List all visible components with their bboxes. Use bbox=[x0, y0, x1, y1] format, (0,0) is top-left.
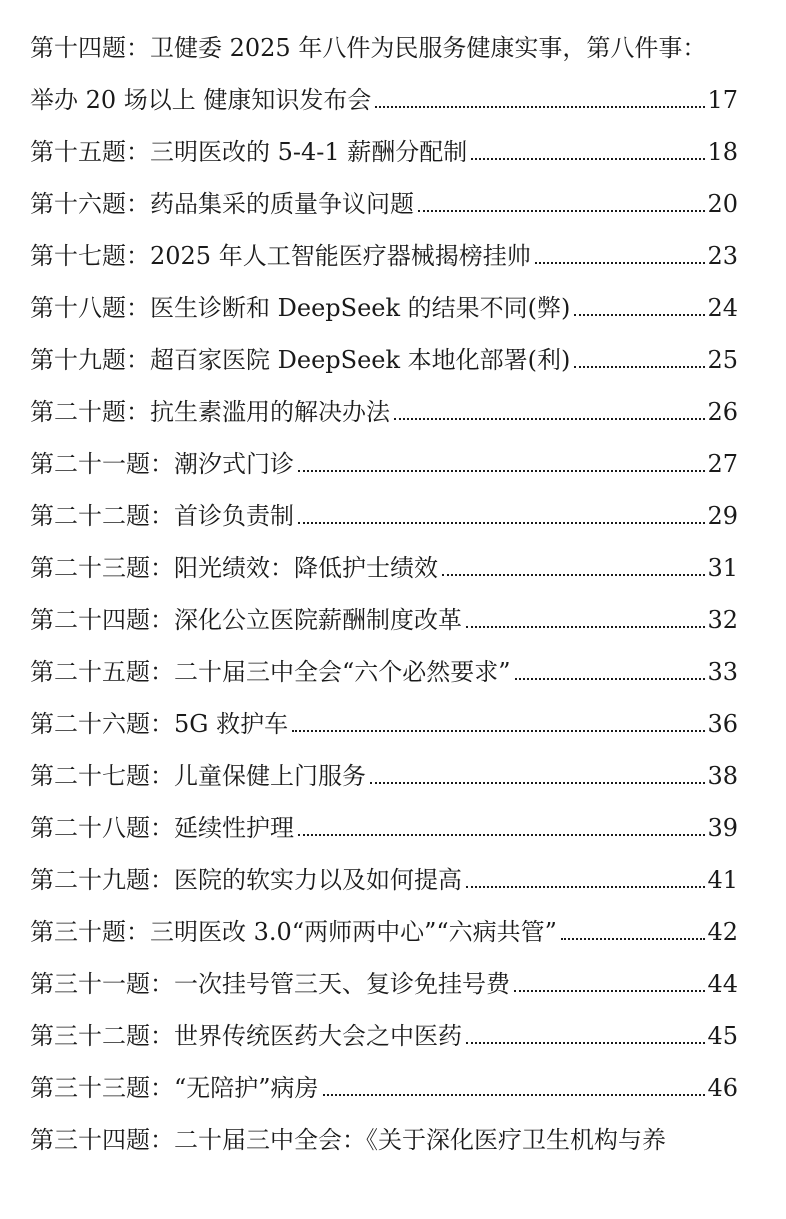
dot-leader bbox=[418, 210, 705, 212]
toc-entry-title: 第十四题：卫健委 2025 年八件为民服务健康实事，第八件事： bbox=[30, 34, 707, 62]
toc-entry-31[interactable] bbox=[30, 963, 738, 999]
dot-leader bbox=[466, 1042, 705, 1044]
toc-page-number: 44 bbox=[707, 970, 738, 998]
toc-page-number: 23 bbox=[707, 242, 738, 270]
toc-page-number: 46 bbox=[707, 1074, 738, 1102]
toc-entry-22[interactable] bbox=[30, 495, 738, 531]
toc-entry-32[interactable] bbox=[30, 1015, 738, 1051]
toc-page-number: 26 bbox=[707, 398, 738, 426]
toc-page-number: 27 bbox=[707, 450, 738, 478]
toc-entry-14-line1 bbox=[30, 27, 738, 63]
toc-page-number: 39 bbox=[707, 814, 738, 842]
toc-page-number: 41 bbox=[707, 866, 738, 894]
toc-entry-34-line1 bbox=[30, 1119, 738, 1155]
toc-entry-title: 第十八题：医生诊断和 DeepSeek 的结果不同(弊) bbox=[30, 294, 571, 322]
toc-entry-26[interactable] bbox=[30, 703, 738, 739]
toc-page-number: 18 bbox=[707, 138, 738, 166]
dot-leader bbox=[574, 366, 705, 368]
dot-leader bbox=[466, 626, 705, 628]
toc-page-number: 31 bbox=[707, 554, 738, 582]
toc-entry-title: 第二十二题：首诊负责制 bbox=[30, 502, 294, 530]
dot-leader bbox=[514, 990, 705, 992]
toc-page-number: 25 bbox=[707, 346, 738, 374]
toc-page-number: 45 bbox=[707, 1022, 738, 1050]
toc-entry-title: 第二十五题：二十届三中全会“六个必然要求” bbox=[30, 658, 511, 686]
dot-leader bbox=[298, 522, 705, 524]
dot-leader bbox=[574, 314, 705, 316]
toc-page-number: 42 bbox=[707, 918, 738, 946]
toc-entry-title: 第二十三题：阳光绩效：降低护士绩效 bbox=[30, 554, 438, 582]
toc-entry-29[interactable] bbox=[30, 859, 738, 895]
dot-leader bbox=[466, 886, 705, 888]
toc-entry-title: 第二十六题：5G 救护车 bbox=[30, 710, 289, 738]
toc-entry-title: 举办 20 场以上 健康知识发布会 bbox=[30, 86, 372, 114]
toc-page-number: 29 bbox=[707, 502, 738, 530]
dot-leader bbox=[375, 106, 705, 108]
dot-leader bbox=[292, 730, 705, 732]
dot-leader bbox=[535, 262, 706, 264]
toc-entry-title: 第二十四题：深化公立医院薪酬制度改革 bbox=[30, 606, 462, 634]
toc-entry-title: 第二十题：抗生素滥用的解决办法 bbox=[30, 398, 390, 426]
toc-entry-18[interactable] bbox=[30, 287, 738, 323]
dot-leader bbox=[370, 782, 705, 784]
toc-page-number: 33 bbox=[707, 658, 738, 686]
toc-entry-title: 第十六题：药品集采的质量争议问题 bbox=[30, 190, 414, 218]
toc-entry-title: 第三十四题：二十届三中全会：《关于深化医疗卫生机构与养 bbox=[30, 1126, 666, 1154]
dot-leader bbox=[471, 158, 705, 160]
toc-entry-19[interactable] bbox=[30, 339, 738, 375]
dot-leader bbox=[394, 418, 705, 420]
toc-entry-25[interactable] bbox=[30, 651, 738, 687]
toc-entry-23[interactable] bbox=[30, 547, 738, 583]
dot-leader bbox=[515, 678, 706, 680]
toc-entry-30[interactable] bbox=[30, 911, 738, 947]
toc-page-number: 20 bbox=[707, 190, 738, 218]
toc-entry-17[interactable] bbox=[30, 235, 738, 271]
dot-leader bbox=[561, 938, 706, 940]
toc-entry-21[interactable] bbox=[30, 443, 738, 479]
toc-entry-16[interactable] bbox=[30, 183, 738, 219]
dot-leader bbox=[298, 834, 705, 836]
toc-entry-title: 第三十三题：“无陪护”病房 bbox=[30, 1074, 319, 1102]
toc-entry-title: 第二十八题：延续性护理 bbox=[30, 814, 294, 842]
toc-page-number: 17 bbox=[707, 86, 738, 114]
toc-entry-title: 第二十七题：儿童保健上门服务 bbox=[30, 762, 366, 790]
toc-page-number: 36 bbox=[707, 710, 738, 738]
toc-entry-15[interactable] bbox=[30, 131, 738, 167]
toc-page-number: 32 bbox=[707, 606, 738, 634]
toc-entry-14-line2[interactable] bbox=[30, 79, 738, 115]
toc-entry-title: 第十七题：2025 年人工智能医疗器械揭榜挂帅 bbox=[30, 242, 531, 270]
toc-entry-title: 第二十一题：潮汐式门诊 bbox=[30, 450, 294, 478]
toc-entry-24[interactable] bbox=[30, 599, 738, 635]
toc-page-number: 38 bbox=[707, 762, 738, 790]
toc-entry-title: 第十九题：超百家医院 DeepSeek 本地化部署(利) bbox=[30, 346, 571, 374]
toc-entry-27[interactable] bbox=[30, 755, 738, 791]
dot-leader bbox=[442, 574, 705, 576]
toc-page-number: 24 bbox=[707, 294, 738, 322]
toc-entry-title: 第三十二题：世界传统医药大会之中医药 bbox=[30, 1022, 462, 1050]
dot-leader bbox=[323, 1094, 706, 1096]
toc-entry-title: 第二十九题：医院的软实力以及如何提高 bbox=[30, 866, 462, 894]
toc-entry-20[interactable] bbox=[30, 391, 738, 427]
toc-entry-title: 第三十题：三明医改 3.0“两师两中心”“六病共管” bbox=[30, 918, 557, 946]
toc-entry-33[interactable] bbox=[30, 1067, 738, 1103]
dot-leader bbox=[298, 470, 705, 472]
toc-entry-title: 第三十一题：一次挂号管三天、复诊免挂号费 bbox=[30, 970, 510, 998]
toc-entry-title: 第十五题：三明医改的 5-4-1 薪酬分配制 bbox=[30, 138, 468, 166]
toc-entry-28[interactable] bbox=[30, 807, 738, 843]
